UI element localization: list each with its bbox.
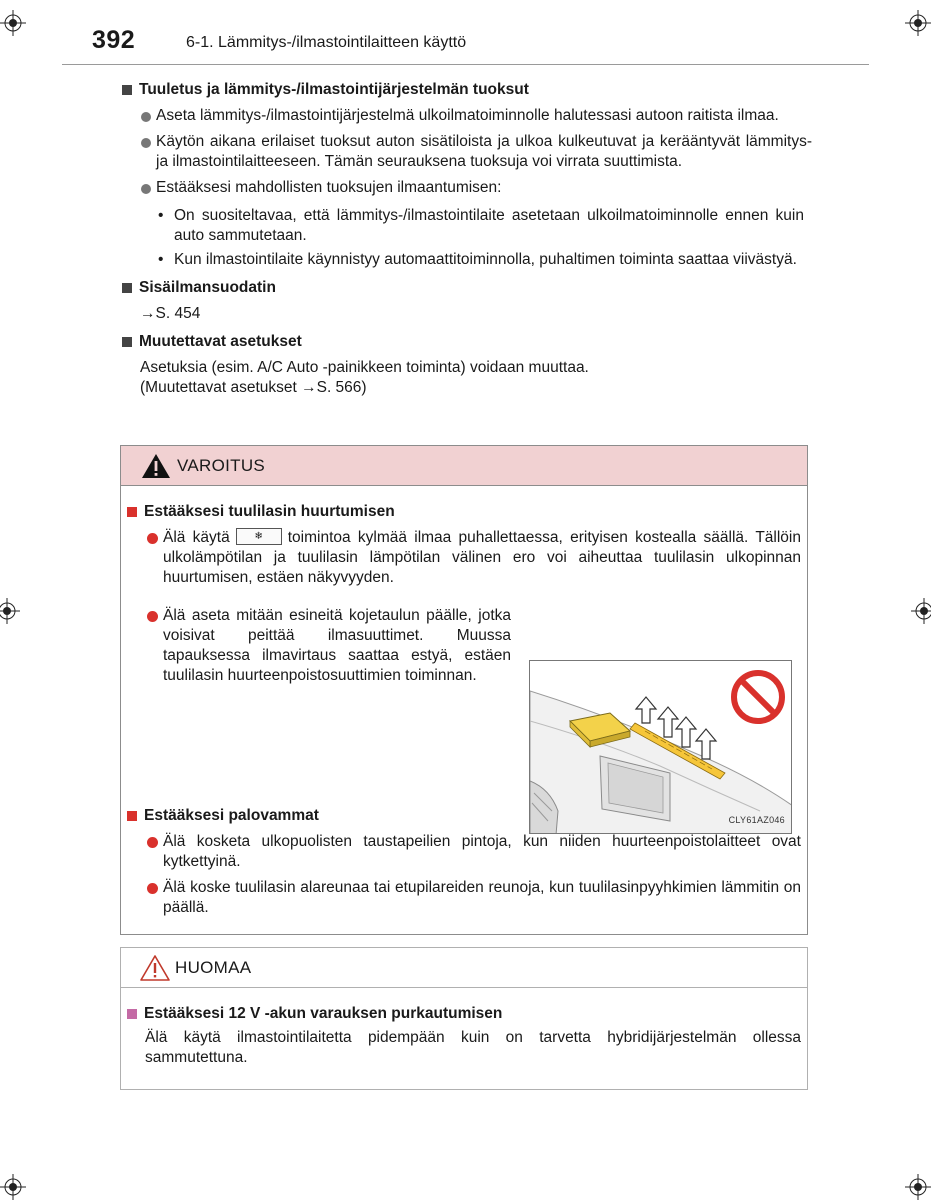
notice-body <box>127 1004 801 1068</box>
registration-mark-mid-left <box>0 598 20 624</box>
section-title-customizable-settings: Muutettavat asetukset <box>122 332 812 352</box>
list-item: Estääksesi mahdollisten tuoksujen ilmaantumisen: <box>122 178 812 198</box>
pink-square-icon <box>127 1009 137 1019</box>
warning-item: Älä koske tuulilasin alareunaa tai etupilareiden reunoja, kun tuulilasinpyyhkimien lämmitin on päällä. <box>127 878 801 918</box>
sub-list-item: • On suositeltavaa, että lämmitys-/ilmastointilaite asetetaan ulkoilmatoiminnolle ennen kuin auto sammutetaan. <box>158 207 804 244</box>
notice-header <box>121 948 807 988</box>
red-bullet-icon <box>147 533 158 544</box>
round-bullet-icon <box>141 184 151 194</box>
sub-list-item: • Kun ilmastointilaite käynnistyy automaattitoiminnolla, puhaltimen toiminta saattaa viivästyä. <box>158 251 797 268</box>
notice-text: Älä käytä ilmastointilaitetta pidempään kuin on tarvetta hybridijärjestelmän ollessa sammutettuna. <box>145 1029 801 1066</box>
warning-item: Älä aseta mitään esineitä kojetaulun päälle, jotka voisivat peittää ilmasuuttimet. Muussa tapauksessa ilmavirtaus saattaa estyä, estäen tuulilasin huurteenpoistosuuttimien toiminnan. <box>127 606 511 686</box>
illustration-code: CLY61AZ046 <box>728 815 785 825</box>
red-bullet-icon <box>147 611 158 622</box>
warning-box <box>120 445 808 935</box>
registration-mark-bottom-left <box>0 1174 26 1200</box>
chapter-title: 6-1. Lämmitys-/ilmastointilaitteen käyttö <box>186 34 467 51</box>
list-item: Aseta lämmitys-/ilmastointijärjestelmä ulkoilmatoiminnolle halutessasi autoon raitista ilmaa. <box>122 106 812 126</box>
dashboard-vent-illustration <box>530 661 792 834</box>
small-bullet-icon: • <box>158 251 164 268</box>
small-bullet-icon: • <box>158 207 164 224</box>
section-title-cabin-filter: Sisäilmansuodatin <box>122 278 812 298</box>
warning-item: Älä käytä ❄ toimintoa kylmää ilmaa puhallettaessa, erityisen kostealla säällä. Tällöin ulkolämpötilan ja tuulilasin lämpötilan välinen ero voi aiheuttaa tuulilasin ulkopinnan huurtumisen, estäen näkyvyyden. <box>127 528 801 588</box>
square-bullet-icon <box>122 283 132 293</box>
dashboard-illustration <box>529 660 792 834</box>
notice-label: HUOMAA <box>175 957 252 977</box>
square-bullet-icon <box>122 85 132 95</box>
notice-title: Estääksesi 12 V -akun varauksen purkautumisen <box>127 1004 801 1024</box>
warning-triangle-icon <box>141 453 171 479</box>
notice-box <box>120 947 808 1090</box>
section-title-ventilation: Tuuletus ja lämmitys-/ilmastointijärjestelmän tuoksut <box>122 80 812 100</box>
page-number: 392 <box>92 26 136 54</box>
red-square-icon <box>127 811 137 821</box>
warning-block-title: Estääksesi tuulilasin huurtumisen <box>127 502 801 522</box>
warning-body <box>127 502 801 918</box>
defroster-button-icon: ❄ <box>236 528 282 545</box>
red-bullet-icon <box>147 883 158 894</box>
warning-block-title: Estääksesi palovammat <box>127 806 801 826</box>
registration-mark-mid-right <box>911 598 931 624</box>
round-bullet-icon <box>141 138 151 148</box>
square-bullet-icon <box>122 337 132 347</box>
header-divider <box>62 64 869 65</box>
warning-header <box>121 446 807 486</box>
registration-mark-top-right <box>905 10 931 36</box>
main-content <box>122 76 812 398</box>
caution-triangle-icon <box>139 954 171 982</box>
red-square-icon <box>127 507 137 517</box>
page-reference-link[interactable]: (Muutettavat asetukset →S. 566) <box>140 379 367 396</box>
list-item: Käytön aikana erilaiset tuoksut auton sisätiloista ja ulkoa kulkeutuvat ja kerääntyvät lämmitys- ja ilmastointilaitteeseen. Tämän seurauksena tuoksuja voi virrata suuttimista. <box>122 132 812 172</box>
registration-mark-bottom-right <box>905 1174 931 1200</box>
page-reference-link[interactable]: →S. 454 <box>140 305 201 322</box>
round-bullet-icon <box>141 112 151 122</box>
red-bullet-icon <box>147 837 158 848</box>
warning-label: VAROITUS <box>177 455 266 475</box>
warning-item: Älä kosketa ulkopuolisten taustapeilien pintoja, kun niiden huurteenpoistolaitteet ovat kytkettyinä. <box>127 832 801 872</box>
registration-mark-top-left <box>0 10 26 36</box>
body-text: Asetuksia (esim. A/C Auto -painikkeen toiminta) voidaan muuttaa. <box>140 359 589 376</box>
